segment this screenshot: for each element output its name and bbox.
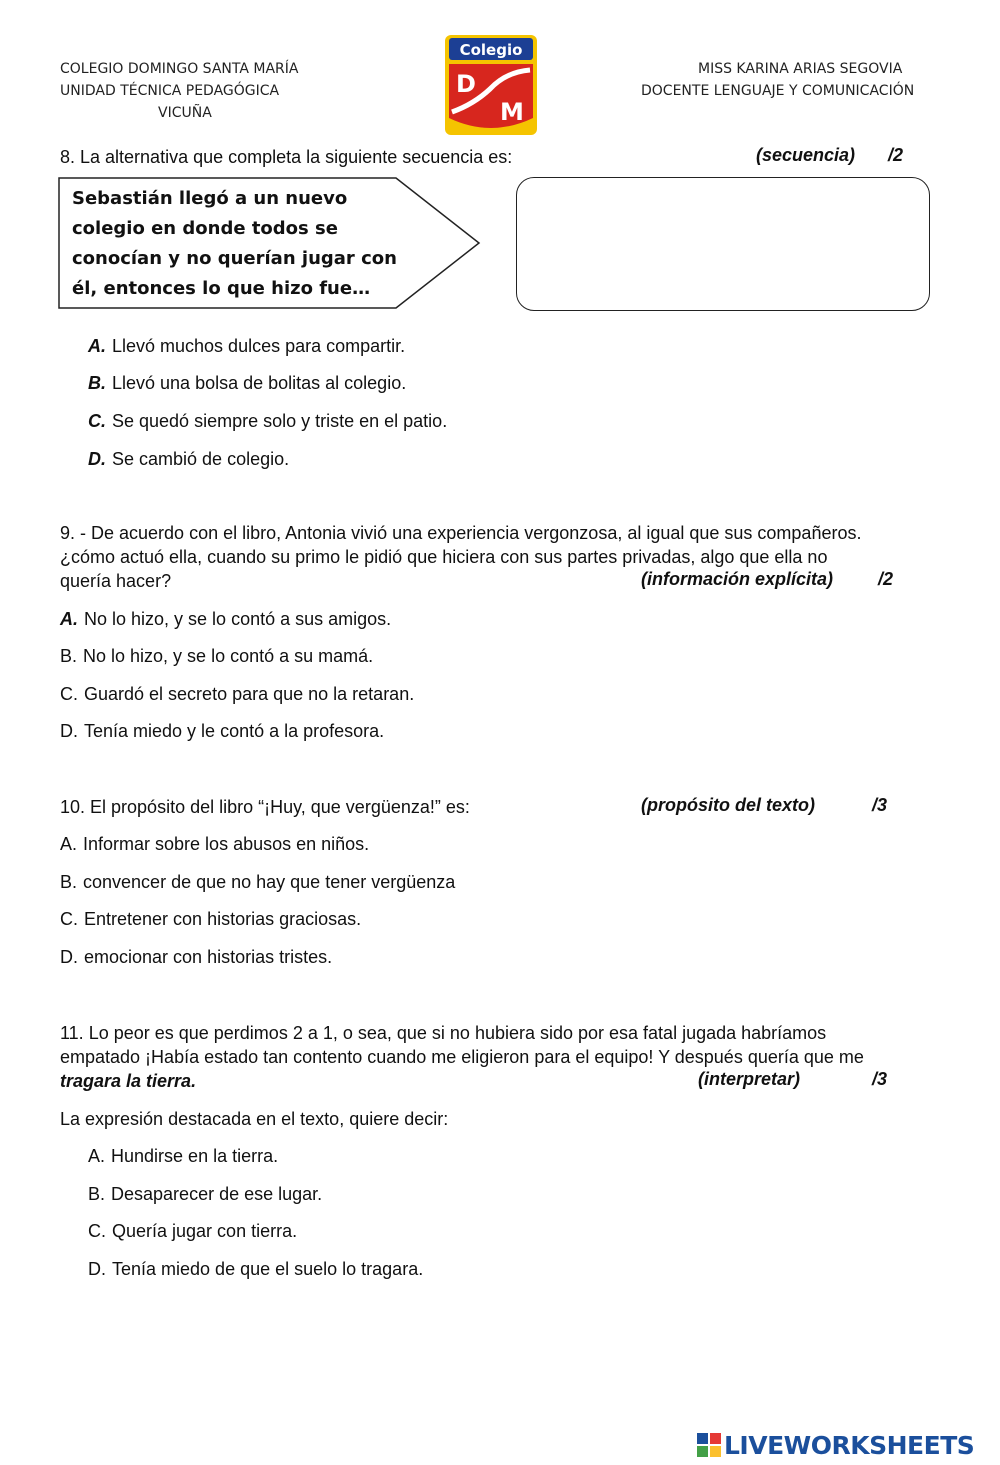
q11-option-b-text: Desaparecer de ese lugar. [111,1184,323,1204]
q9-line-3: quería hacer? [60,571,172,591]
school-city: VICUÑA [158,105,212,121]
logo-top-text: Colegio [459,41,523,59]
q9-option-c-letter: C. [60,684,78,704]
teacher-name: MISS KARINA ARIAS SEGOVIA [698,61,903,77]
q11-option-d-letter: D. [88,1259,106,1279]
q10-option-a-letter: A. [60,834,78,854]
q8-text: 8. La alternativa que completa la siguiente secuencia es: [60,147,513,167]
school-name: COLEGIO DOMINGO SANTA MARÍA [60,61,299,77]
q10-option-b[interactable] [60,870,455,894]
q8-option-a-text: Llevó muchos dulces para compartir. [112,336,406,356]
q8-option-a-letter: A. [88,336,106,356]
q9-line-2: ¿cómo actuó ella, cuando su primo le pidió que hiciera con sus partes privadas, algo que ella no [60,547,828,567]
school-logo [444,34,538,136]
q8-option-d[interactable] [88,447,289,471]
q8-option-a[interactable] [88,334,405,358]
q11-prompt: La expresión destacada en el texto, quiere decir: [60,1109,449,1129]
q11-option-a-text: Hundirse en la tierra. [111,1146,279,1166]
q9-option-a-text: No lo hizo, y se lo contó a sus amigos. [84,609,392,629]
q8-option-c-letter: C. [88,411,106,431]
q10-tag: (propósito del texto) [641,795,815,815]
q11-option-a-letter: A. [88,1146,106,1166]
q8-tag: (secuencia) [756,145,856,165]
q11-option-d[interactable] [88,1257,423,1281]
q9-option-d-letter: D. [60,721,78,741]
q8-option-b-letter: B. [88,373,106,393]
q9-score: /2 [878,569,894,589]
q9-option-c-text: Guardó el secreto para que no la retaran. [84,684,415,704]
q8-option-b-text: Llevó una bolsa de bolitas al colegio. [112,373,407,393]
sequence-answer-box[interactable] [516,177,930,311]
q11-option-c-text: Quería jugar con tierra. [112,1221,298,1241]
q10-option-c-text: Entretener con historias graciosas. [84,909,362,929]
logo-letter-m: M [500,98,524,126]
teacher-role: DOCENTE LENGUAJE Y COMUNICACIÓN [641,83,915,99]
q10-score: /3 [872,795,888,815]
q10-option-d[interactable] [60,945,332,969]
q9-option-a[interactable] [60,607,391,631]
logo-letter-d: D [456,70,476,98]
q9-option-c[interactable] [60,682,414,706]
q9-option-a-letter: A. [60,609,78,629]
q11-option-a[interactable] [88,1144,278,1168]
q10-option-c[interactable] [60,907,361,931]
liveworksheets-grid-icon [697,1433,721,1457]
q9-line-1: 9. - De acuerdo con el libro, Antonia vivió una experiencia vergonzosa, al igual que sus compañeros. [60,523,862,543]
q9-option-d[interactable] [60,719,384,743]
q11-option-b[interactable] [88,1182,322,1206]
q11-tag: (interpretar) [698,1069,801,1089]
q9-option-b-letter: B. [60,646,78,666]
liveworksheets-logo[interactable] [697,1428,974,1462]
q9-tag: (información explícita) [641,569,834,589]
q10-option-c-letter: C. [60,909,78,929]
q9-option-d-text: Tenía miedo y le contó a la profesora. [84,721,385,741]
school-unit: UNIDAD TÉCNICA PEDAGÓGICA [60,83,280,99]
q11-line-1: 11. Lo peor es que perdimos 2 a 1, o sea, que si no hubiera sido por esa fatal jugada habríamos [60,1023,827,1043]
q10-option-b-text: convencer de que no hay que tener vergüenza [83,872,456,892]
liveworksheets-wordmark: LIVEWORKSHEETS [724,1430,975,1460]
sequence-card-text: Sebastián llegó a un nuevo colegio en donde todos se conocían y no querían jugar con él, entonces lo que hizo fue… [72,188,397,299]
q10-option-a-text: Informar sobre los abusos en niños. [83,834,370,854]
q11-score: /3 [872,1069,888,1089]
q9-option-b[interactable] [60,644,373,668]
q8-option-b[interactable] [88,371,406,395]
q8-score: /2 [888,145,904,165]
q10-text: 10. El propósito del libro “¡Huy, que vergüenza!” es: [60,797,470,817]
q8-option-d-text: Se cambió de colegio. [112,449,290,469]
q10-option-d-letter: D. [60,947,78,967]
q11-option-d-text: Tenía miedo de que el suelo lo tragara. [112,1259,424,1279]
q11-option-c[interactable] [88,1219,297,1243]
q11-option-c-letter: C. [88,1221,106,1241]
q10-option-d-text: emocionar con historias tristes. [84,947,333,967]
school-logo-graphic [444,34,538,136]
q11-option-b-letter: B. [88,1184,106,1204]
q10-option-b-letter: B. [60,872,78,892]
q8-option-c-text: Se quedó siempre solo y triste en el patio. [112,411,448,431]
q9-option-b-text: No lo hizo, y se lo contó a su mamá. [83,646,374,666]
q11-line-2: empatado ¡Había estado tan contento cuando me eligieron para el equipo! Y después quería que me [60,1047,864,1067]
q10-option-a[interactable] [60,832,369,856]
q8-option-d-letter: D. [88,449,106,469]
q11-line-3: tragara la tierra. [60,1071,197,1091]
q8-option-c[interactable] [88,409,447,433]
